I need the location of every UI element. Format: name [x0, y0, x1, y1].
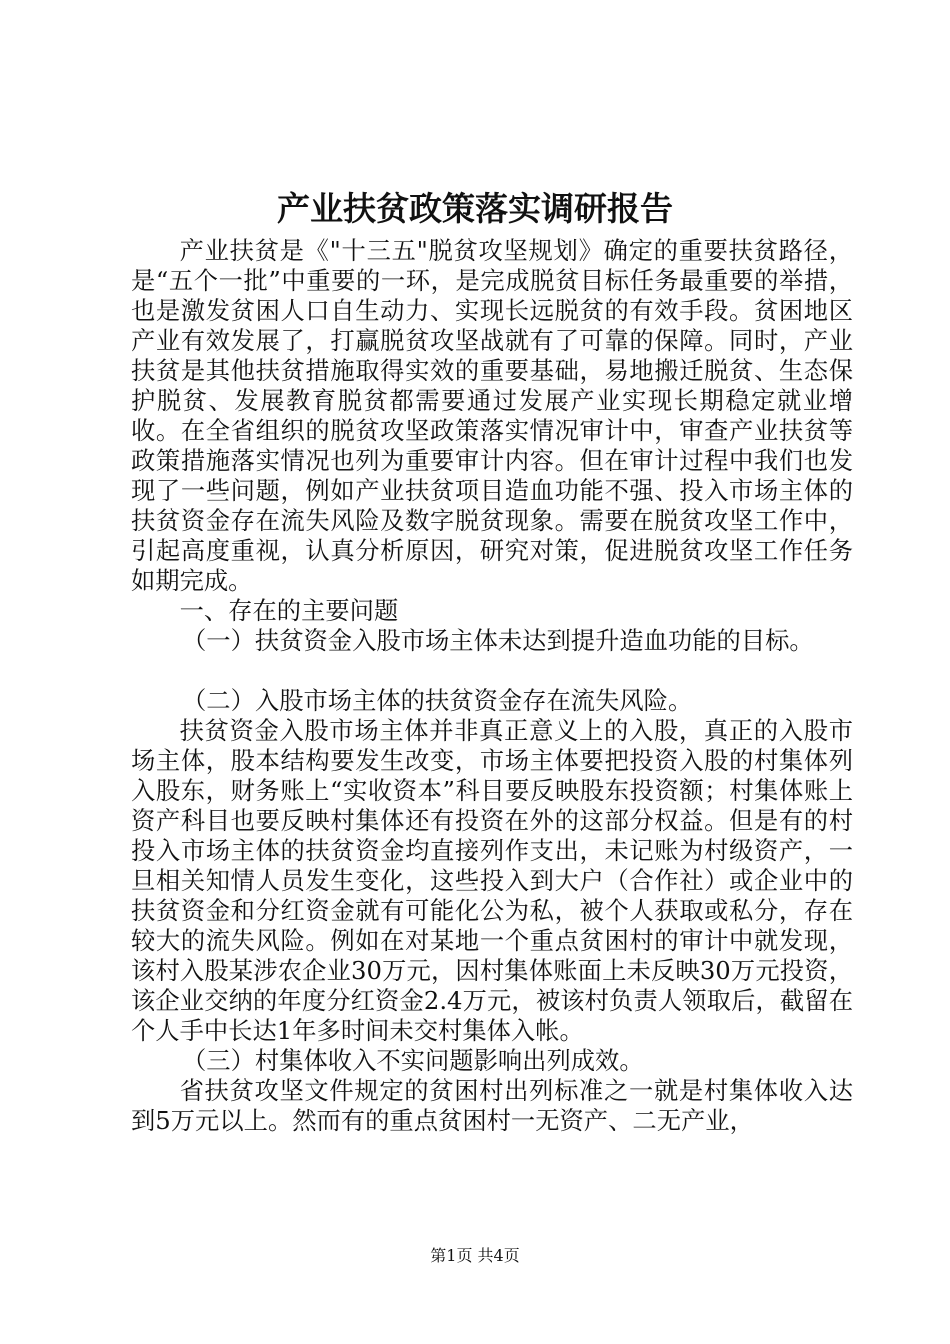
section-heading-main-problems: 一、存在的主要问题 — [179, 596, 399, 625]
body-paragraph-2: 扶贫资金入股市场主体并非真正意义上的入股，真正的入股市场主体，股本结构要发生改变，市场主体要把投资入股的村集体列入股东，财务账上“实收资本”科目要反映股东投资额；村集体账上资产科目也要反映村集体还有投资在外的这部分权益。但是有的村投入市场主体的扶贫资金均直接列作支出，未记账为村级资产，一旦相关知情人员发生变化，这些投入到大户（合作社）或企业中的扶贫资金和分红资金就有可能化公为私，被个人获取或私分，存在较大的流失风险。例如在对某地一个重点贫困村的审计中就发现，该村入股某涉农企业30万元，因村集体账面上未反映30万元投资，该企业交纳的年度分红资金2.4万元，被该村负责人领取后，截留在个人手中长达1年多时间未交村集体入帐。 — [131, 716, 853, 1045]
page-footer: 第1页 共4页 — [430, 1246, 520, 1265]
document-body — [131, 236, 853, 1136]
body-paragraph-3: 省扶贫攻坚文件规定的贫困村出列标准之一就是村集体收入达到5万元以上。然而有的重点贫困村一无资产、二无产业， — [131, 1076, 853, 1135]
intro-paragraph: 产业扶贫是《"十三五"脱贫攻坚规划》确定的重要扶贫路径，是“五个一批”中重要的一环，是完成脱贫目标任务最重要的举措，也是激发贫困人口自生动力、实现长远脱贫的有效手段。贫困地区产业有效发展了，打赢脱贫攻坚战就有了可靠的保障。同时，产业扶贫是其他扶贫措施取得实效的重要基础，易地搬迁脱贫、生态保护脱贫、发展教育脱贫都需要通过发展产业实现长期稳定就业增收。在全省组织的脱贫攻坚政策落实情况审计中，审查产业扶贫等政策措施落实情况也列为重要审计内容。但在审计过程中我们也发现了一些问题，例如产业扶贫项目造血功能不强、投入市场主体的扶贫资金存在流失风险及数字脱贫现象。需要在脱贫攻坚工作中，引起高度重视，认真分析原因，研究对策，促进脱贫攻坚工作任务如期完成。 — [131, 236, 853, 595]
subheading-2: （二）入股市场主体的扶贫资金存在流失风险。 — [182, 686, 693, 715]
subheading-1: （一）扶贫资金入股市场主体未达到提升造血功能的目标。 — [182, 626, 814, 655]
subheading-3: （三）村集体收入不实问题影响出列成效。 — [182, 1046, 644, 1075]
document-title: 产业扶贫政策落实调研报告 — [277, 189, 673, 228]
